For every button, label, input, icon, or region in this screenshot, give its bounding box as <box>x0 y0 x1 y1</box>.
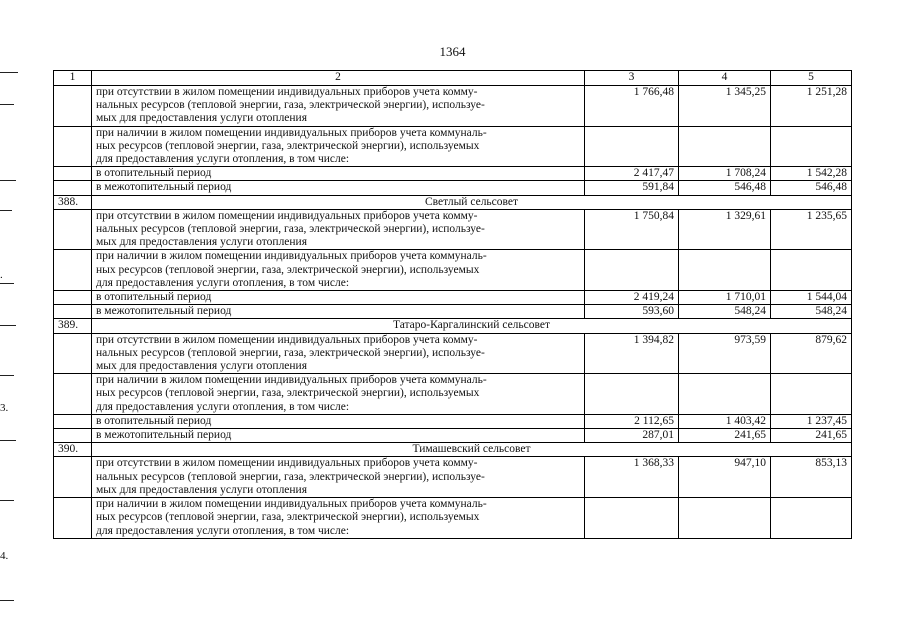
description-line: мых для предоставления услуги отопления <box>96 236 308 249</box>
description-line: ных ресурсов (тепловой энергии, газа, электрической энергии), используемых <box>96 263 480 276</box>
table-row <box>54 181 852 195</box>
row-number <box>54 374 92 415</box>
scan-edge-mark <box>0 440 16 441</box>
value-col-3: 1 750,84 <box>585 209 679 250</box>
scan-edge-mark <box>0 210 12 211</box>
description-line: нальных ресурсов (тепловой энергии, газа, электрической энергии), используе- <box>96 346 485 359</box>
value-col-5: 853,13 <box>771 457 852 498</box>
value-col-4: 947,10 <box>679 457 771 498</box>
row-description <box>92 333 585 374</box>
value-col-4: 1 403,42 <box>679 414 771 428</box>
section-title: Тимашевский сельсовет <box>92 443 852 457</box>
scan-edge-mark <box>0 500 14 501</box>
scan-edge-mark <box>0 600 14 601</box>
row-description <box>92 374 585 415</box>
row-description <box>92 498 585 539</box>
row-number: 389. <box>54 319 92 333</box>
value-col-4: 973,59 <box>679 333 771 374</box>
value-col-3: 1 368,33 <box>585 457 679 498</box>
row-description <box>92 209 585 250</box>
table-row <box>54 374 852 415</box>
scan-edge-mark <box>0 104 14 105</box>
description-line: при наличии в жилом помещении индивидуальных приборов учета коммуналь- <box>96 126 487 139</box>
value-col-3: 1 766,48 <box>585 86 679 127</box>
row-description <box>92 126 585 167</box>
row-number <box>54 86 92 127</box>
row-description <box>92 86 585 127</box>
value-col-5: 1 544,04 <box>771 291 852 305</box>
value-col-4: 1 345,25 <box>679 86 771 127</box>
row-number <box>54 126 92 167</box>
value-col-4: 1 708,24 <box>679 167 771 181</box>
row-description: в отопительный период <box>92 167 585 181</box>
header-cell: 1 <box>54 71 92 86</box>
description-line: ных ресурсов (тепловой энергии, газа, электрической энергии), используемых <box>96 139 480 152</box>
value-col-3: 1 394,82 <box>585 333 679 374</box>
page-number: 1364 <box>439 44 466 59</box>
value-col-3: 2 417,47 <box>585 167 679 181</box>
row-description: в межотопительный период <box>92 429 585 443</box>
value-col-3 <box>585 374 679 415</box>
description-line: при наличии в жилом помещении индивидуальных приборов учета коммуналь- <box>96 374 487 387</box>
value-col-3: 591,84 <box>585 181 679 195</box>
row-description <box>92 250 585 291</box>
scan-edge-label: . <box>0 269 3 281</box>
description-line: для предоставления услуги отопления, в том числе: <box>96 276 350 289</box>
value-col-3: 287,01 <box>585 429 679 443</box>
row-description: в отопительный период <box>92 414 585 428</box>
description-line: мых для предоставления услуги отопления <box>96 360 308 373</box>
value-col-3 <box>585 250 679 291</box>
description-line: при отсутствии в жилом помещении индивидуальных приборов учета комму- <box>96 457 478 470</box>
row-description: в межотопительный период <box>92 181 585 195</box>
section-row <box>54 319 852 333</box>
table-row <box>54 86 852 127</box>
row-number <box>54 429 92 443</box>
value-col-3 <box>585 498 679 539</box>
row-number: 390. <box>54 443 92 457</box>
table-row <box>54 209 852 250</box>
value-col-5 <box>771 498 852 539</box>
value-col-4: 548,24 <box>679 305 771 319</box>
row-number <box>54 209 92 250</box>
table-row <box>54 414 852 428</box>
value-col-5: 548,24 <box>771 305 852 319</box>
description-line: при отсутствии в жилом помещении индивидуальных приборов учета комму- <box>96 333 478 346</box>
table-row <box>54 305 852 319</box>
value-col-5 <box>771 374 852 415</box>
table-row <box>54 126 852 167</box>
description-line: для предоставления услуги отопления, в том числе: <box>96 400 350 413</box>
value-col-5: 1 237,45 <box>771 414 852 428</box>
header-cell: 5 <box>771 71 852 86</box>
section-title: Светлый сельсовет <box>92 195 852 209</box>
value-col-4 <box>679 498 771 539</box>
row-description: в отопительный период <box>92 291 585 305</box>
row-number <box>54 333 92 374</box>
row-description <box>92 457 585 498</box>
description-line: для предоставления услуги отопления, в том числе: <box>96 153 350 166</box>
value-col-5: 879,62 <box>771 333 852 374</box>
value-col-5 <box>771 126 852 167</box>
row-number <box>54 305 92 319</box>
table-row <box>54 457 852 498</box>
tariff-table <box>53 70 852 539</box>
scan-edge-label: 4. <box>0 550 9 562</box>
scan-edge-mark <box>0 283 14 284</box>
description-line: мых для предоставления услуги отопления <box>96 112 308 125</box>
description-line: нальных ресурсов (тепловой энергии, газа, электрической энергии), используе- <box>96 99 485 112</box>
value-col-5: 1 542,28 <box>771 167 852 181</box>
description-line: при отсутствии в жилом помещении индивидуальных приборов учета комму- <box>96 209 478 222</box>
table-row <box>54 429 852 443</box>
value-col-4: 1 710,01 <box>679 291 771 305</box>
row-number <box>54 181 92 195</box>
section-row <box>54 195 852 209</box>
scan-edge-label: 3. <box>0 402 9 414</box>
value-col-5: 241,65 <box>771 429 852 443</box>
description-line: мых для предоставления услуги отопления <box>96 483 308 496</box>
description-line: при отсутствии в жилом помещении индивидуальных приборов учета комму- <box>96 86 478 98</box>
value-col-5: 546,48 <box>771 181 852 195</box>
value-col-5 <box>771 250 852 291</box>
header-cell: 3 <box>585 71 679 86</box>
description-line: для предоставления услуги отопления, в том числе: <box>96 524 350 537</box>
value-col-4 <box>679 374 771 415</box>
section-row <box>54 443 852 457</box>
description-line: ных ресурсов (тепловой энергии, газа, электрической энергии), используемых <box>96 387 480 400</box>
table-row <box>54 333 852 374</box>
value-col-3: 2 112,65 <box>585 414 679 428</box>
value-col-4: 1 329,61 <box>679 209 771 250</box>
description-line: нальных ресурсов (тепловой энергии, газа, электрической энергии), используе- <box>96 223 485 236</box>
row-description: в межотопительный период <box>92 305 585 319</box>
scan-edge-mark <box>0 180 16 181</box>
value-col-4 <box>679 126 771 167</box>
section-title: Татаро-Каргалинский сельсовет <box>92 319 852 333</box>
scan-edge-mark <box>0 375 14 376</box>
row-number <box>54 457 92 498</box>
header-cell: 4 <box>679 71 771 86</box>
description-line: при наличии в жилом помещении индивидуальных приборов учета коммуналь- <box>96 498 487 511</box>
row-number <box>54 167 92 181</box>
row-number <box>54 250 92 291</box>
value-col-4: 546,48 <box>679 181 771 195</box>
value-col-5: 1 235,65 <box>771 209 852 250</box>
table-header-row <box>54 71 852 86</box>
value-col-3: 2 419,24 <box>585 291 679 305</box>
description-line: нальных ресурсов (тепловой энергии, газа, электрической энергии), используе- <box>96 470 485 483</box>
row-number <box>54 291 92 305</box>
header-cell: 2 <box>92 71 585 86</box>
row-number <box>54 414 92 428</box>
value-col-4: 241,65 <box>679 429 771 443</box>
row-number: 388. <box>54 195 92 209</box>
table-row <box>54 167 852 181</box>
scan-edge-mark <box>0 72 18 73</box>
value-col-3: 593,60 <box>585 305 679 319</box>
value-col-5: 1 251,28 <box>771 86 852 127</box>
value-col-3 <box>585 126 679 167</box>
table-row <box>54 291 852 305</box>
scan-edge-mark <box>0 325 16 326</box>
value-col-4 <box>679 250 771 291</box>
row-number <box>54 498 92 539</box>
description-line: ных ресурсов (тепловой энергии, газа, электрической энергии), используемых <box>96 511 480 524</box>
table-row <box>54 250 852 291</box>
description-line: при наличии в жилом помещении индивидуальных приборов учета коммуналь- <box>96 250 487 263</box>
table-row <box>54 498 852 539</box>
